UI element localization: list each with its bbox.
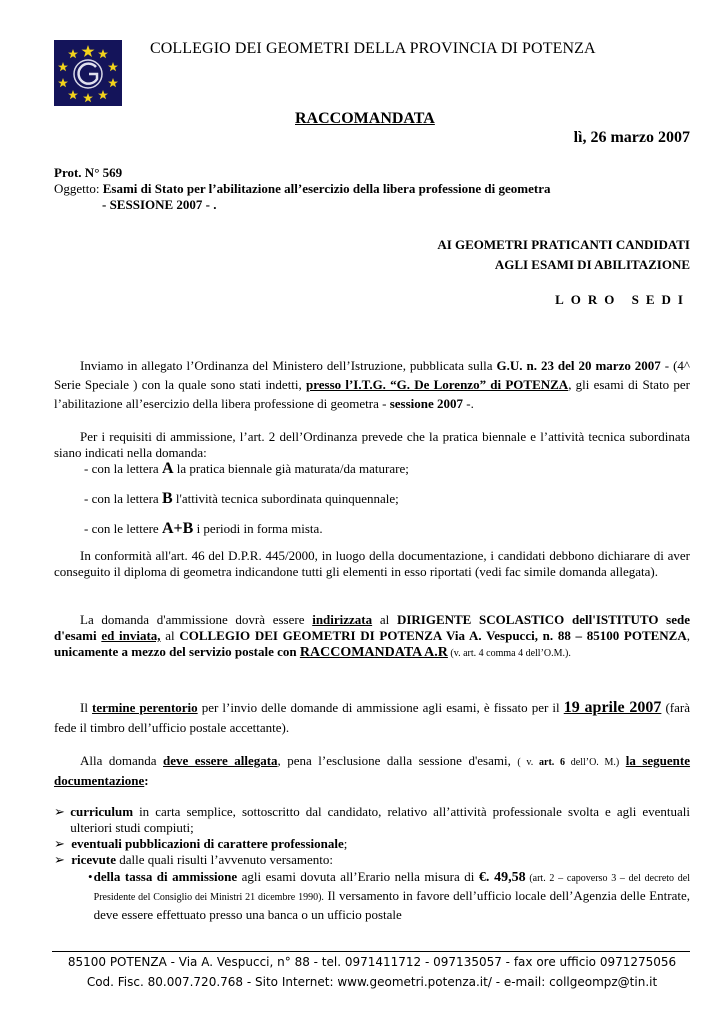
footer-address: 85100 POTENZA - Via A. Vespucci, n° 88 - tel. 0971411712 - 097135057 - fax ore ufficio 0971275056 bbox=[67, 955, 677, 969]
list-item: - con le lettere A+B i periodi in forma mista. bbox=[84, 520, 323, 537]
paragraph-submission: La domanda d'ammissione dovrà essere indirizzata al DIRIGENTE SCOLASTICO dell'ISTITUTO sede d'esami ed inviata, al COLLEGIO DEI GEOMETRI DI POTENZA Via A. Vespucci, n. 88 – 85100 POTENZA, unicamente a mezzo del servizio postale con RACCOMANDATA A.R (v. art. 4 comma 4 dell’O.M.). bbox=[54, 612, 690, 660]
paragraph-intro: Inviamo in allegato l’Ordinanza del Ministero dell’Istruzione, pubblicata sulla G.U. n. 23 del 20 marzo 2007 - (4^ Serie Speciale ) con la quale sono stati indetti, presso l’I.T.G. “G. De Lorenzo” di POTENZA, gli esami di Stato per l’abilitazione all’esercizio della libera professione di geometra - sessione 2007 -. bbox=[54, 358, 691, 411]
subject-session: - SESSIONE 2007 - . bbox=[102, 197, 217, 212]
college-logo bbox=[54, 40, 122, 106]
list-item: ➢ eventuali pubblicazioni di carattere professionale; bbox=[54, 836, 348, 851]
eu-stars-icon bbox=[54, 40, 122, 106]
raccomandata-label: RACCOMANDATA bbox=[295, 110, 435, 127]
list-item: - con la lettera B l'attività tecnica subordinata quinquennale; bbox=[84, 490, 399, 507]
dot-bullet-icon: • bbox=[88, 869, 93, 884]
raccomandata-ar: RACCOMANDATA A.R bbox=[299, 645, 448, 660]
arrow-bullet-icon: ➢ bbox=[54, 836, 65, 851]
recipient-loro-sedi: LORO SEDI bbox=[555, 292, 690, 307]
arrow-bullet-icon: ➢ bbox=[54, 852, 65, 867]
list-item: - con la lettera A la pratica biennale già maturata/da maturare; bbox=[84, 460, 409, 477]
recipient-line-1: AI GEOMETRI PRATICANTI CANDIDATI bbox=[437, 237, 690, 252]
arrow-bullet-icon: ➢ bbox=[54, 804, 65, 819]
subject-label: Oggetto: bbox=[54, 181, 100, 196]
letter-date: lì, 26 marzo 2007 bbox=[573, 129, 690, 146]
organization-title: COLLEGIO DEI GEOMETRI DELLA PROVINCIA DI POTENZA bbox=[150, 40, 596, 57]
recipient-line-2: AGLI ESAMI DI ABILITAZIONE bbox=[494, 257, 690, 272]
footer-contacts: Cod. Fisc. 80.007.720.768 - Sito Internet: www.geometri.potenza.it/ - e-mail: collgeompz@tin.it bbox=[86, 975, 658, 989]
gazette-ref: G.U. n. 23 del 20 marzo 2007 bbox=[496, 358, 661, 373]
paragraph-dpr: In conformità all'art. 46 del D.P.R. 445/2000, in luogo della documentazione, i candidati debbono dichiarare di aver conseguito il diploma di geometra indicandone tutti gli elementi in esso riportati (vedi fac simile domanda allegata). bbox=[54, 548, 690, 579]
paragraph-requirements: Per i requisiti di ammissione, l’art. 2 dell’Ordinanza prevede che la pratica biennale e l’attività tecnica subordinata siano indicati nella domanda: bbox=[54, 429, 690, 460]
subject-text: Esami di Stato per l’abilitazione all’esercizio della libera professione di geometra bbox=[102, 181, 551, 196]
list-item: ➢ ricevute dalle quali risulti l’avvenuto versamento: bbox=[54, 852, 333, 867]
list-item: ➢ curriculum in carta semplice, sottoscritto dal candidato, relativo all’attività professionale svolta e agli eventuali ulteriori studi compiuti; bbox=[54, 804, 690, 835]
exam-location: presso l’I.T.G. “G. De Lorenzo” di POTENZA bbox=[306, 377, 569, 392]
paragraph-deadline: Il termine perentorio per l’invio delle domande di ammissione agli esami, è fissato per il 19 aprile 2007 (farà fede il timbro dell’ufficio postale accettante). bbox=[54, 699, 690, 735]
paragraph-documentation: Alla domanda deve essere allegata, pena l’esclusione dalla sessione d'esami, ( v. art. 6 dell’O. M.) la seguente documentazione: bbox=[54, 753, 691, 788]
subject-line bbox=[54, 181, 550, 197]
footer-divider bbox=[52, 951, 690, 952]
protocol-number: Prot. N° 569 bbox=[54, 165, 123, 180]
session-ref: sessione 2007 bbox=[389, 396, 463, 411]
deadline-date: 19 aprile 2007 bbox=[563, 699, 662, 716]
list-item: • della tassa di ammissione agli esami dovuta all’Erario nella misura di €. 49,58 (art. 2 – capoverso 3 – del decreto del Presidente del Consiglio dei Ministri 21 dicembre 1990). Il versamento in favore dell’ufficio locale dell’Agenzia delle Entrate, deve essere effettuato presso una banca o un ufficio postale bbox=[88, 869, 691, 922]
fee-amount: €. 49,58 bbox=[478, 870, 526, 885]
